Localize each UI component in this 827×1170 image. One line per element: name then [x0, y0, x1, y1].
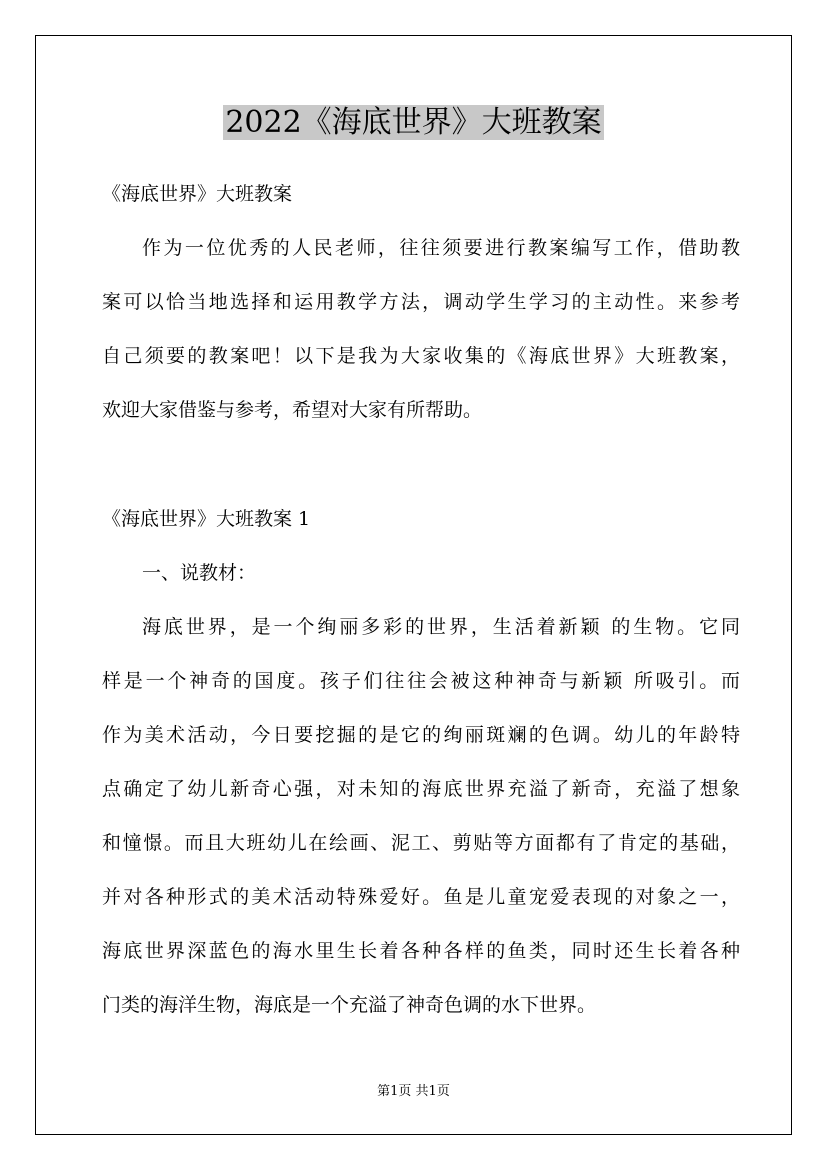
intro-line: 欢迎大家借鉴与参考，希望对大家有所帮助。	[102, 399, 483, 421]
section-heading: 《海底世界》大班教案 1	[102, 508, 311, 530]
intro-line: 自己须要的教案吧！以下是我为大家收集的《海底世界》大班教案，	[102, 345, 740, 367]
page-footer: 第1页 共1页	[377, 1084, 450, 1099]
body-line: 门类的海洋生物，海底是一个充溢了神奇色调的水下世界。	[102, 994, 597, 1016]
subheading: 一、说教材：	[142, 562, 257, 584]
body-line: 点确定了幼儿新奇心强，对未知的海底世界充溢了新奇，充溢了想象	[102, 778, 740, 800]
body-line: 和憧憬。而且大班幼儿在绘画、泥工、剪贴等方面都有了肯定的基础，	[102, 832, 740, 854]
document-title-text: 2022《海底世界》大班教案	[225, 105, 602, 140]
document-title	[0, 100, 827, 146]
subtitle: 《海底世界》大班教案	[102, 183, 293, 205]
intro-line: 案可以恰当地选择和运用教学方法，调动学生学习的主动性。来参考	[102, 291, 740, 313]
intro-line: 作为一位优秀的人民老师，往往须要进行教案编写工作，借助教	[142, 237, 740, 259]
body-line: 并对各种形式的美术活动特殊爱好。鱼是儿童宠爱表现的对象之一，	[102, 886, 740, 908]
body-line: 样是一个神奇的国度。孩子们往往会被这种神奇与新颖 所吸引。而	[102, 670, 740, 692]
body-line: 海底世界深蓝色的海水里生长着各种各样的鱼类，同时还生长着各种	[102, 940, 740, 962]
body-line: 作为美术活动，今日要挖掘的是它的绚丽斑斓的色调。幼儿的年龄特	[102, 724, 740, 746]
body-line: 海底世界，是一个绚丽多彩的世界，生活着新颖 的生物。它同	[142, 616, 740, 638]
